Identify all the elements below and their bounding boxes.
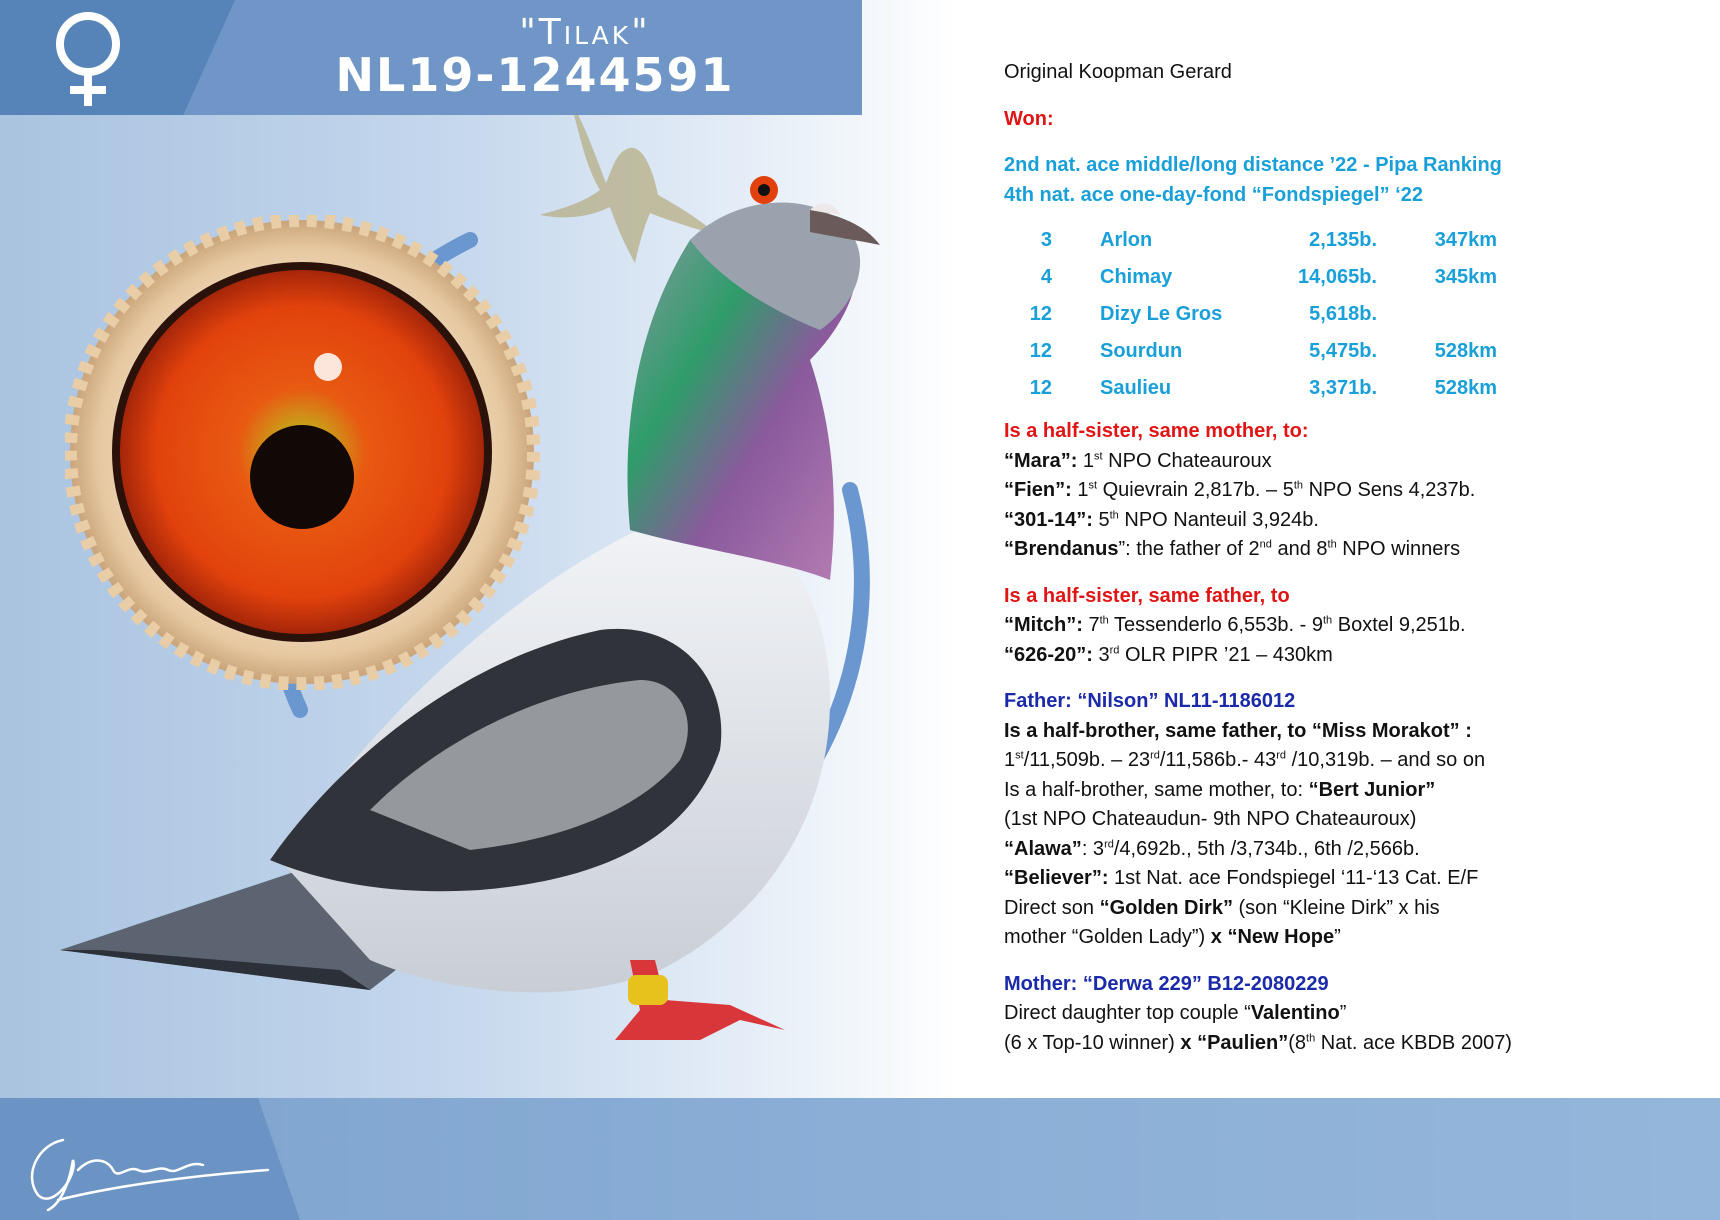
text-fragment: Direct daughter top couple “ — [1004, 1002, 1251, 1024]
sibling-brendanus — [1004, 535, 1694, 565]
results-row — [1022, 259, 1497, 296]
text-fragment: /11,586b.- 43 — [1159, 749, 1277, 771]
same-father-heading: Is a half-sister, same father, to — [1004, 584, 1290, 607]
sibling-name: “Fien”: — [1004, 479, 1072, 501]
text-fragment: mother “Golden Lady”) — [1004, 926, 1211, 948]
result-position: 12 — [1029, 376, 1052, 399]
text-fragment: : 3 — [1081, 837, 1105, 860]
ordinal-suffix: rd — [1109, 643, 1120, 656]
text-fragment: ” — [1339, 1002, 1347, 1024]
text-fragment: 1 — [1071, 479, 1089, 501]
ordinal-suffix: th — [1306, 1031, 1316, 1044]
ace-line-1: 2nd nat. ace middle/long distance ’22 - Pipa Ranking — [1004, 154, 1502, 176]
results-row — [1022, 333, 1497, 370]
ordinal-suffix: th — [1322, 614, 1333, 627]
father-results-line — [1004, 746, 1694, 776]
sibling-believer — [1004, 864, 1694, 894]
father-half-brother-line: Is a half-brother, same father, to “Miss Morakot” : — [1004, 719, 1472, 742]
result-distance — [1377, 296, 1497, 333]
ordinal-suffix: th — [1293, 479, 1304, 492]
text-fragment: 1st Nat. ace Fondspiegel ‘11-‘13 Cat. E/F — [1108, 867, 1479, 889]
pigeon-photo — [40, 160, 970, 1150]
result-position: 4 — [1040, 265, 1052, 288]
result-place: Sourdun — [1100, 339, 1183, 362]
sibling-name: “Paulien” — [1197, 1031, 1289, 1054]
text-fragment: 7 — [1082, 614, 1100, 636]
sibling-name: “301-14”: — [1004, 508, 1093, 531]
golden-lady-line — [1004, 923, 1694, 953]
text-fragment: /4,692b., 5th /3,734b., 6th /2,566b. — [1113, 837, 1420, 860]
results-row — [1022, 370, 1497, 407]
text-fragment: Boxtel 9,251b. — [1332, 614, 1466, 636]
text-fragment: (son “Kleine Dirk” x his — [1232, 896, 1440, 919]
sibling-name: “Mitch”: — [1004, 614, 1083, 636]
result-distance: 347km — [1434, 228, 1497, 251]
result-position: 3 — [1040, 228, 1052, 251]
ordinal-suffix: st — [1094, 449, 1103, 462]
text-fragment: Nat. ace KBDB 2007) — [1315, 1031, 1512, 1054]
father-heading: Father: “Nilson” NL11-1186012 — [1004, 690, 1296, 712]
female-symbol-icon — [46, 10, 130, 108]
ring-number: NL19-1244591 — [335, 48, 735, 102]
same-mother-heading: Is a half-sister, same mother, to: — [1004, 420, 1309, 442]
text-fragment: ” — [1334, 926, 1341, 948]
direct-son-line — [1004, 894, 1694, 924]
text-fragment: Quievrain 2,817b. – 5 — [1097, 479, 1294, 501]
results-table — [1022, 222, 1497, 407]
text-fragment: OLR PIPR ’21 – 430km — [1119, 643, 1333, 666]
sibling-alawa — [1004, 835, 1694, 865]
ordinal-suffix: rd — [1150, 749, 1160, 762]
text-fragment: x — [1180, 1031, 1198, 1054]
result-position: 12 — [1029, 302, 1052, 325]
result-birds: 5,475b. — [1309, 339, 1377, 362]
sibling-name: “Brendanus — [1004, 538, 1119, 560]
sibling-name: “Believer”: — [1004, 867, 1109, 889]
pigeon-name: "Tilak" — [519, 12, 651, 53]
ordinal-suffix: rd — [1104, 837, 1114, 850]
sibling-301-14 — [1004, 506, 1694, 536]
sibling-name: Valentino — [1250, 1002, 1340, 1024]
result-position: 12 — [1029, 339, 1052, 362]
sibling-name: “Golden Dirk” — [1099, 896, 1233, 919]
ordinal-suffix: st — [1015, 749, 1024, 762]
sibling-name: “Bert Junior” — [1308, 778, 1436, 801]
text-fragment: (6 x Top-10 winner) — [1004, 1031, 1181, 1054]
result-place: Dizy Le Gros — [1100, 302, 1223, 325]
text-fragment: and 8 — [1271, 538, 1328, 560]
result-place: Saulieu — [1100, 376, 1172, 399]
ace-line-2: 4th nat. ace one-day-fond “Fondspiegel” ‘22 — [1004, 183, 1423, 206]
sibling-name: “Mara”: — [1004, 449, 1078, 472]
mother-heading: Mother: “Derwa 229” B12-2080229 — [1004, 972, 1329, 995]
results-row — [1022, 296, 1497, 333]
sibling-626-20 — [1004, 641, 1694, 671]
result-birds: 2,135b. — [1309, 228, 1377, 251]
won-heading: Won: — [1004, 107, 1054, 130]
text-fragment: /11,509b. – 23 — [1023, 749, 1151, 771]
text-fragment: ”: the father of 2 — [1118, 538, 1260, 560]
father-same-mother-line — [1004, 776, 1694, 806]
sibling-fien — [1004, 476, 1694, 506]
ordinal-suffix: rd — [1276, 749, 1287, 762]
title-banner — [0, 0, 862, 115]
result-birds: 14,065b. — [1298, 265, 1377, 288]
result-birds: 3,371b. — [1309, 376, 1377, 399]
text-fragment: /10,319b. – and so on — [1286, 749, 1486, 771]
text-fragment: 5 — [1092, 508, 1110, 531]
koopman-signature-logo — [18, 1115, 278, 1215]
sibling-mitch — [1004, 611, 1694, 641]
result-distance: 345km — [1434, 265, 1497, 288]
bert-results-line: (1st NPO Chateaudun- 9th NPO Chateauroux) — [1004, 808, 1417, 830]
results-row — [1022, 222, 1497, 259]
sibling-name: “New Hope — [1227, 926, 1335, 948]
text-fragment: Direct son — [1004, 896, 1100, 919]
text-fragment: Tessenderlo 6,553b. - 9 — [1108, 614, 1323, 636]
text-fragment: 1 — [1004, 749, 1016, 771]
result-birds: 5,618b. — [1309, 302, 1377, 325]
sibling-name: “Alawa” — [1004, 837, 1082, 860]
mother-line-2 — [1004, 1029, 1694, 1059]
text-fragment: NPO winners — [1336, 538, 1461, 560]
text-fragment: Is a half-brother, same mother, to: — [1004, 778, 1309, 801]
mother-line-1 — [1004, 999, 1694, 1029]
text-fragment: 3 — [1092, 643, 1110, 666]
ordinal-suffix: st — [1088, 479, 1098, 492]
text-fragment: (8 — [1288, 1031, 1307, 1054]
origin-line: Original Koopman Gerard — [1004, 61, 1232, 83]
result-distance: 528km — [1434, 376, 1497, 399]
ordinal-suffix: nd — [1259, 538, 1272, 551]
text-fragment: x — [1210, 926, 1228, 948]
text-fragment: NPO Chateauroux — [1102, 449, 1272, 472]
ordinal-suffix: th — [1327, 538, 1337, 551]
sibling-name: “626-20”: — [1004, 643, 1093, 666]
pedigree-text — [1004, 58, 1694, 1058]
text-fragment: NPO Nanteuil 3,924b. — [1118, 508, 1319, 531]
ordinal-suffix: th — [1099, 614, 1109, 627]
text-fragment: 1 — [1077, 449, 1095, 472]
text-fragment: NPO Sens 4,237b. — [1303, 479, 1476, 501]
sibling-mara — [1004, 447, 1694, 477]
result-place: Chimay — [1100, 265, 1173, 288]
ordinal-suffix: th — [1109, 508, 1119, 521]
result-distance: 528km — [1434, 339, 1497, 362]
result-place: Arlon — [1100, 228, 1153, 251]
